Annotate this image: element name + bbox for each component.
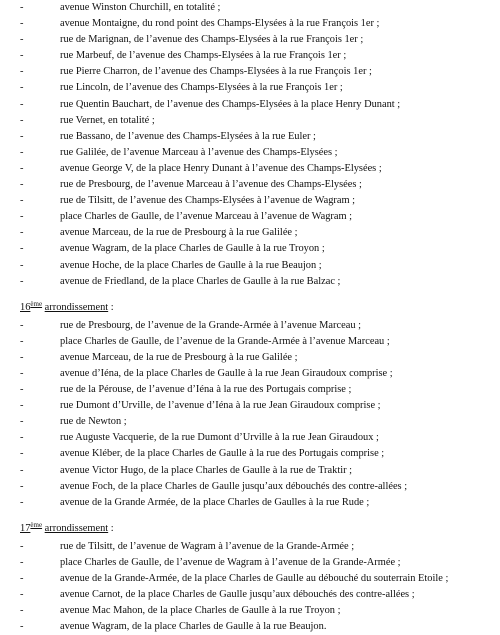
list-item: - avenue Foch, de la place Charles de Gaulle jusqu’aux débouchés des contre-allées ; bbox=[20, 479, 500, 495]
list-item: - avenue Victor Hugo, de la place Charles de Gaulle à la rue de Traktir ; bbox=[20, 463, 500, 479]
heading-suffix: : bbox=[108, 301, 114, 313]
list-item: - rue Lincoln, de l’avenue des Champs-Elysées à la rue François 1er ; bbox=[20, 80, 500, 96]
list-item: - avenue de Friedland, de la place Charles de Gaulle à la rue Balzac ; bbox=[20, 274, 500, 290]
list-item: - avenue d’Iéna, de la place Charles de Gaulle à la rue Jean Giraudoux comprise ; bbox=[20, 366, 500, 382]
list-item: - rue Vernet, en totalité ; bbox=[20, 113, 500, 129]
list-item: - avenue Wagram, de la place Charles de Gaulle à la rue Beaujon. bbox=[20, 619, 500, 635]
list-item: - rue Bassano, de l’avenue des Champs-Elysées à la rue Euler ; bbox=[20, 129, 500, 145]
heading-number: 16 bbox=[20, 301, 31, 313]
list-item: - avenue Marceau, de la rue de Presbourg à la rue Galilée ; bbox=[20, 350, 500, 366]
list-item: - rue Marbeuf, de l’avenue des Champs-Elysées à la rue François 1er ; bbox=[20, 48, 500, 64]
street-list bbox=[20, 0, 500, 290]
list-item: - avenue George V, de la place Henry Dunant à l’avenue des Champs-Elysées ; bbox=[20, 161, 500, 177]
list-item: - rue de Tilsitt, de l’avenue des Champs-Elysées à l’avenue de Wagram ; bbox=[20, 193, 500, 209]
heading-label: arrondissement bbox=[44, 522, 109, 534]
list-item: - avenue Hoche, de la place Charles de Gaulle à la rue Beaujon ; bbox=[20, 258, 500, 274]
list-item: - place Charles de Gaulle, de l’avenue Marceau à l’avenue de Wagram ; bbox=[20, 209, 500, 225]
list-item: - rue Dumont d’Urville, de l’avenue d’Iéna à la rue Jean Giraudoux comprise ; bbox=[20, 398, 500, 414]
list-item: - avenue Kléber, de la place Charles de Gaulle à la rue des Portugais comprise ; bbox=[20, 446, 500, 462]
list-item: - avenue Marceau, de la rue de Presbourg à la rue Galilée ; bbox=[20, 225, 500, 241]
section-2 bbox=[20, 517, 500, 635]
list-item: - rue de Newton ; bbox=[20, 414, 500, 430]
section-0 bbox=[20, 0, 500, 290]
section-heading bbox=[20, 517, 500, 533]
heading-label: arrondissement bbox=[44, 301, 109, 313]
section-heading bbox=[20, 296, 500, 312]
list-item: - avenue Winston Churchill, en totalité ; bbox=[20, 0, 500, 16]
list-item: - rue de Marignan, de l’avenue des Champs-Elysées à la rue François 1er ; bbox=[20, 32, 500, 48]
street-list bbox=[20, 318, 500, 511]
list-item: - avenue Carnot, de la place Charles de Gaulle jusqu’aux débouchés des contre-allées ; bbox=[20, 587, 500, 603]
list-item: - avenue Wagram, de la place Charles de Gaulle à la rue Troyon ; bbox=[20, 241, 500, 257]
list-item: - place Charles de Gaulle, de l’avenue de la Grande-Armée à l’avenue Marceau ; bbox=[20, 334, 500, 350]
list-item: - rue Auguste Vacquerie, de la rue Dumont d’Urville à la rue Jean Giraudoux ; bbox=[20, 430, 500, 446]
list-item: - rue de Tilsitt, de l’avenue de Wagram à l’avenue de la Grande-Armée ; bbox=[20, 539, 500, 555]
list-item: - avenue Mac Mahon, de la place Charles de Gaulle à la rue Troyon ; bbox=[20, 603, 500, 619]
list-item: - rue Galilée, de l’avenue Marceau à l’avenue des Champs-Elysées ; bbox=[20, 145, 500, 161]
list-item: - place Charles de Gaulle, de l’avenue de Wagram à l’avenue de la Grande-Armée ; bbox=[20, 555, 500, 571]
list-item: - avenue de la Grande Armée, de la place Charles de Gaulles à la rue Rude ; bbox=[20, 495, 500, 511]
heading-ordinal-suffix: ème bbox=[30, 520, 43, 529]
list-item: - avenue de la Grande-Armée, de la place Charles de Gaulle au débouché du souterrain Etoile ; bbox=[20, 571, 500, 587]
heading-number: 17 bbox=[20, 522, 31, 534]
list-item: - rue de Presbourg, de l’avenue Marceau à l’avenue des Champs-Elysées ; bbox=[20, 177, 500, 193]
heading-suffix: : bbox=[108, 522, 114, 534]
list-item: - avenue Montaigne, du rond point des Champs-Elysées à la rue François 1er ; bbox=[20, 16, 500, 32]
list-item: - rue Quentin Bauchart, de l’avenue des Champs-Elysées à la place Henry Dunant ; bbox=[20, 97, 500, 113]
heading-ordinal-suffix: ème bbox=[30, 299, 43, 308]
street-list bbox=[20, 539, 500, 635]
list-item: - rue de Presbourg, de l’avenue de la Grande-Armée à l’avenue Marceau ; bbox=[20, 318, 500, 334]
list-item: - rue Pierre Charron, de l’avenue des Champs-Elysées à la rue François 1er ; bbox=[20, 64, 500, 80]
list-item: - rue de la Pérouse, de l’avenue d’Iéna à la rue des Portugais comprise ; bbox=[20, 382, 500, 398]
section-1 bbox=[20, 296, 500, 511]
